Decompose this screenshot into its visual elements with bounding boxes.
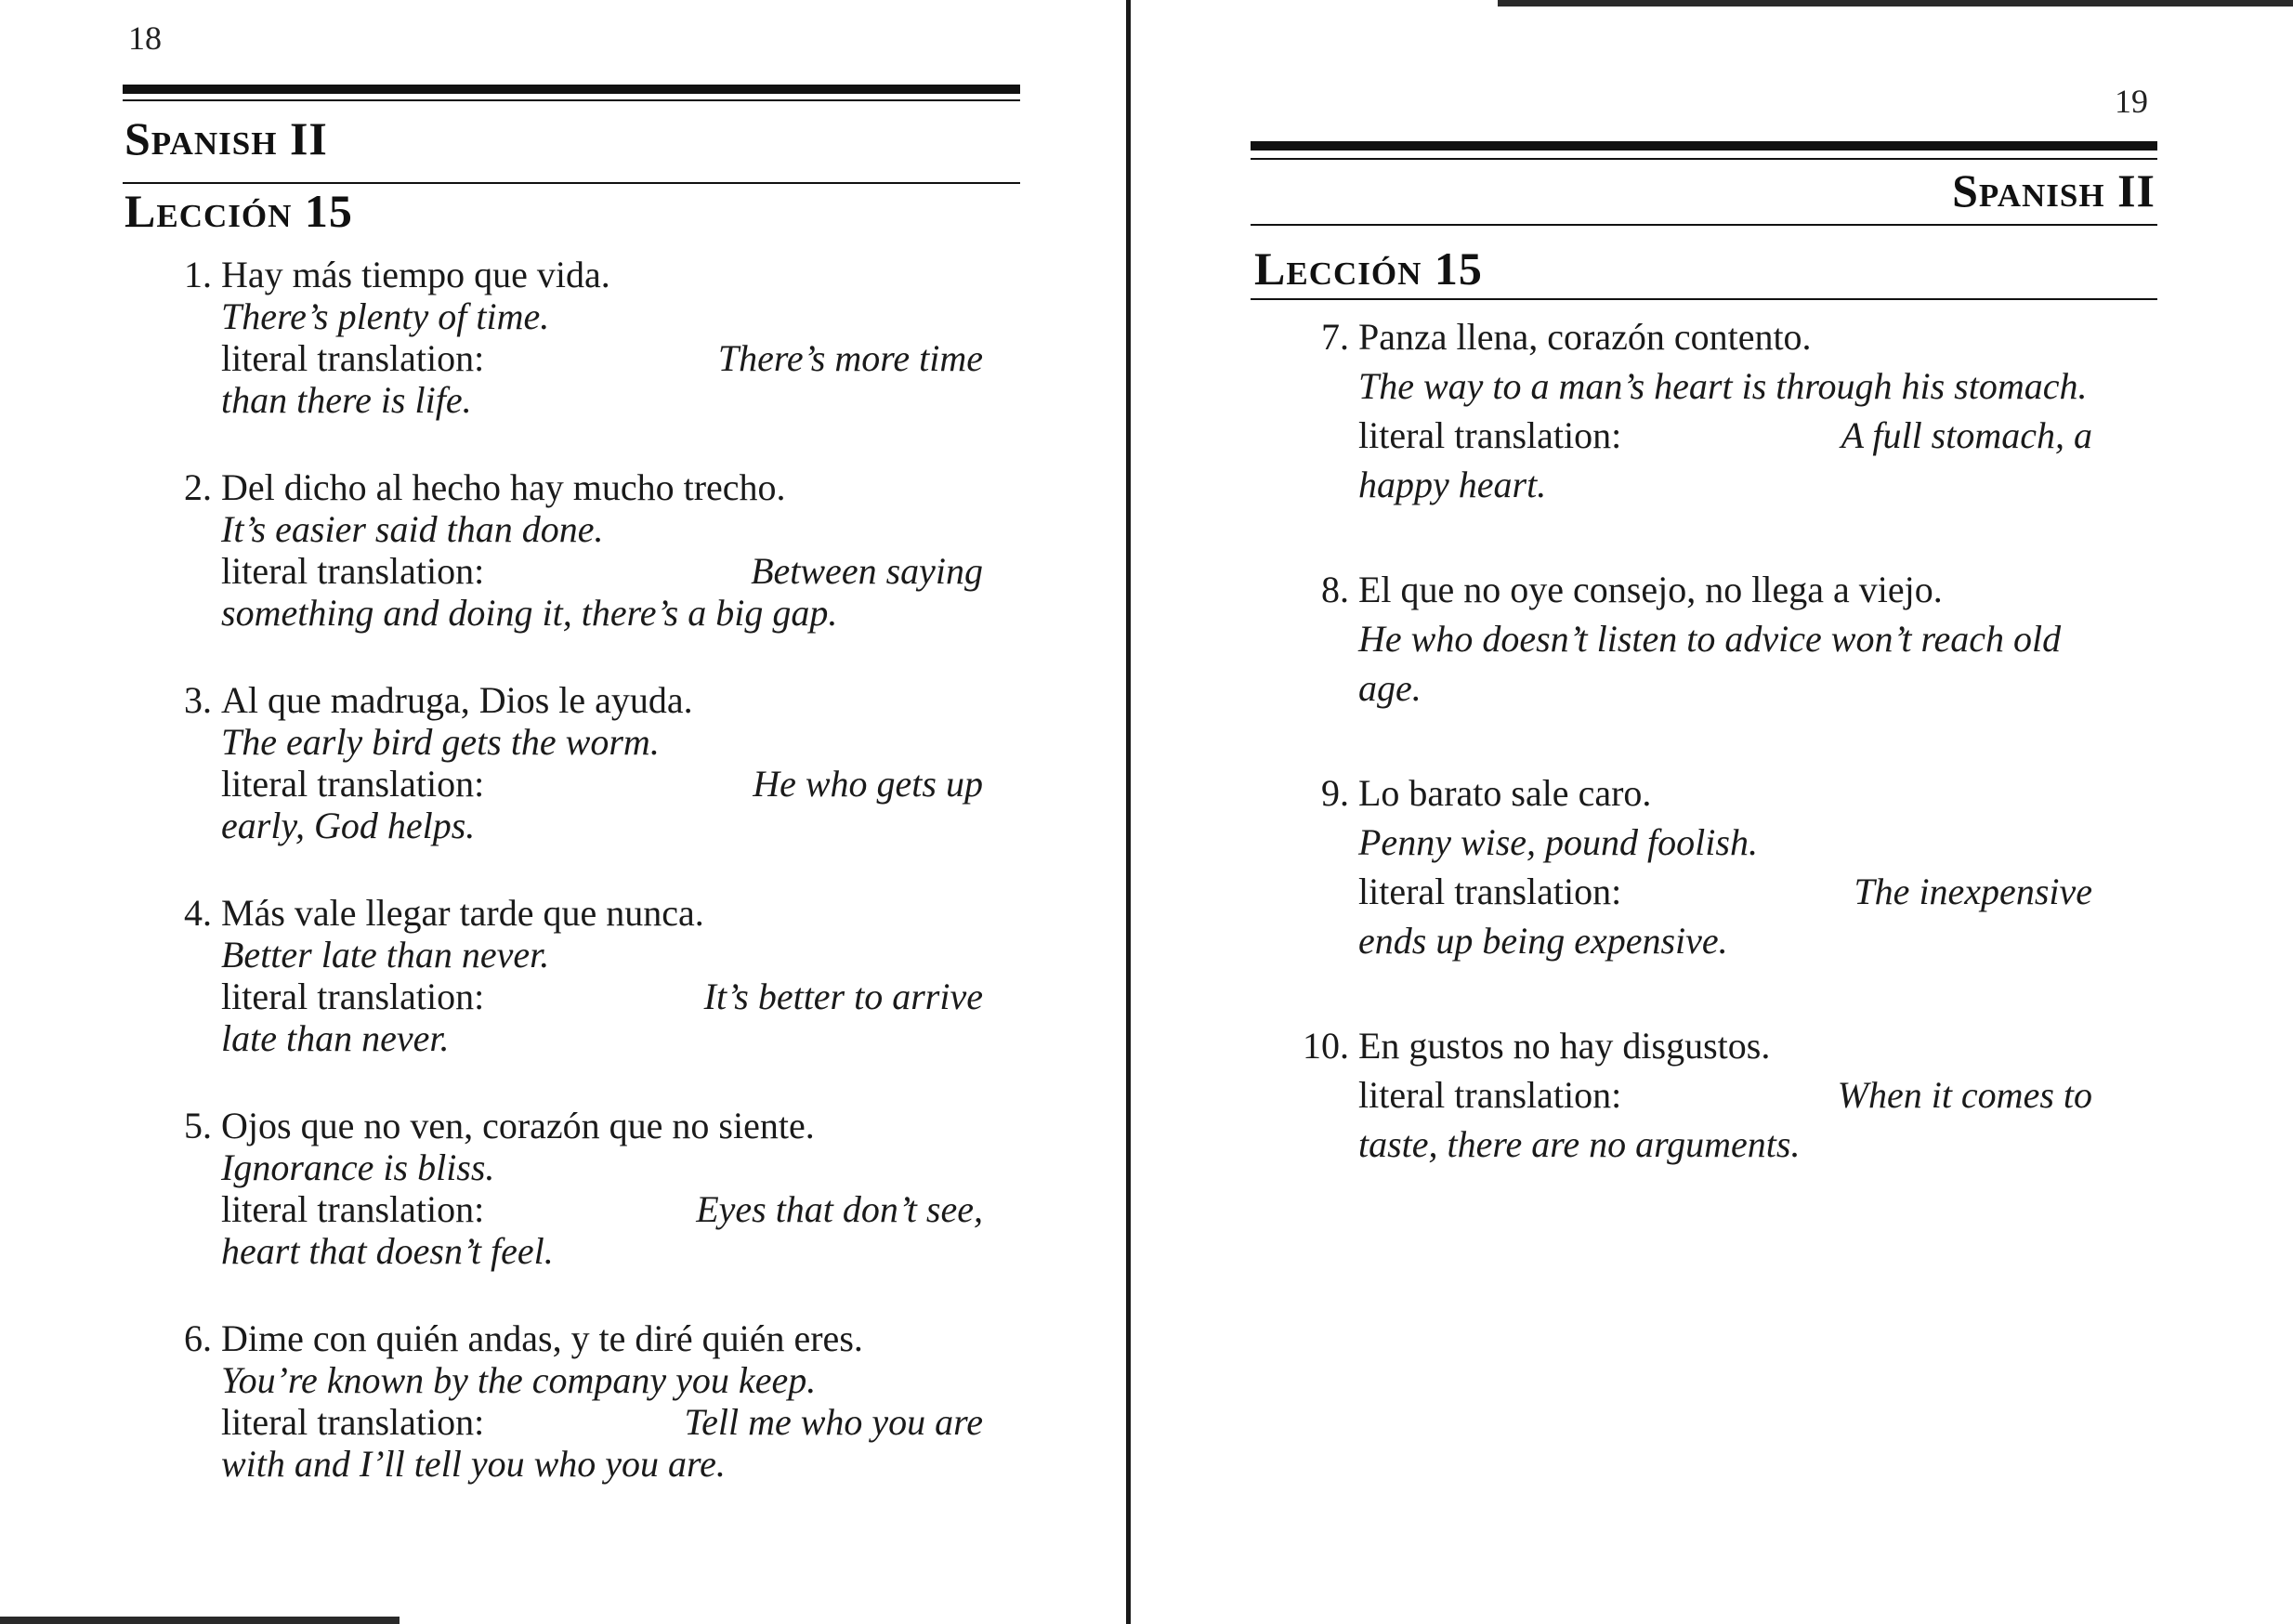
spanish-proverb: Lo barato sale caro. [1358,772,1652,814]
literal-translation-text: Tell me who you are [684,1401,983,1443]
english-equivalent: Ignorance is bliss. [221,1146,495,1188]
spanish-proverb: Hay más tiempo que vida. [221,254,610,295]
literal-translation-text: Between saying [751,550,983,592]
entry-number: 6. [184,1317,212,1359]
proverb-entry [1293,768,2092,965]
literal-translation-label: literal translation: [221,1401,485,1443]
literal-translation-label: literal translation: [221,1188,485,1230]
literal-translation-label: literal translation: [221,763,485,805]
literal-translation-continued: taste, there are no arguments. [1358,1123,1801,1165]
literal-translation-text: When it comes to [1837,1074,2092,1116]
lesson-title: Lección 15 [124,185,353,237]
english-equivalent: He who doesn’t listen to advice won’t reach old age. [1358,618,2062,709]
lesson-rule-top [1251,224,2157,226]
literal-translation-label: literal translation: [221,976,485,1017]
section-header: Spanish II [124,112,328,164]
literal-translation-continued: happy heart. [1358,464,1547,505]
spanish-proverb: Más vale llegar tarde que nunca. [221,892,704,934]
page-number: 19 [2115,83,2148,120]
literal-translation-text: Eyes that don’t see, [696,1188,983,1230]
spanish-proverb: Ojos que no ven, corazón que no siente. [221,1105,815,1146]
spanish-proverb: En gustos no hay disgustos. [1358,1025,1771,1067]
english-equivalent: The way to a man’s heart is through his stomach. [1358,365,2088,407]
literal-translation-continued: something and doing it, there’s a big gap. [221,592,838,634]
spanish-proverb: Panza llena, corazón contento. [1358,316,1812,358]
proverb-entry [1293,1021,2092,1169]
proverb-entry [156,1317,983,1485]
proverb-entry [156,466,983,634]
header-rule-thick [123,85,1020,94]
entry-number: 9. [1321,772,1349,814]
entry-number: 1. [184,254,212,295]
english-equivalent: There’s plenty of time. [221,295,550,337]
left-page [0,0,1130,1624]
literal-translation-text: He who gets up [753,763,983,805]
literal-translation-label: literal translation: [1358,1074,1622,1116]
literal-translation-text: The inexpensive [1854,871,2092,912]
literal-translation-text: There’s more time [717,337,983,379]
entry-number: 10. [1303,1025,1349,1067]
entry-number: 4. [184,892,212,934]
right-page [1137,0,2293,1624]
literal-translation-label: literal translation: [221,550,485,592]
literal-translation-continued: late than never. [221,1017,450,1059]
english-equivalent: It’s easier said than done. [221,508,604,550]
proverb-entry [156,679,983,846]
lesson-title: Lección 15 [1254,242,1483,295]
literal-translation-continued: early, God helps. [221,805,476,846]
spanish-proverb: Dime con quién andas, y te diré quién eres. [221,1317,863,1359]
lesson-rule-bottom [1251,298,2157,300]
english-equivalent: You’re known by the company you keep. [221,1359,817,1401]
literal-translation-text: A full stomach, a [1841,414,2092,456]
proverb-list [1293,312,2092,1225]
section-header: Spanish II [1952,164,2155,216]
english-equivalent: The early bird gets the worm. [221,721,660,763]
header-rule-thin [1251,158,2157,160]
header-rule-thin [123,99,1020,101]
entry-number: 2. [184,466,212,508]
literal-translation-continued: with and I’ll tell you who you are. [221,1443,726,1485]
literal-translation-continued: heart that doesn’t feel. [221,1230,554,1272]
spanish-proverb: Al que madruga, Dios le ayuda. [221,679,693,721]
proverb-entry [156,254,983,421]
literal-translation-label: literal translation: [1358,871,1622,912]
header-rule-thick [1251,141,2157,151]
entry-number: 3. [184,679,212,721]
proverb-list [156,254,983,1530]
entry-number: 5. [184,1105,212,1146]
literal-translation-text: It’s better to arrive [703,976,983,1017]
english-equivalent: Better late than never. [221,934,550,976]
proverb-entry [1293,312,2092,509]
literal-translation-continued: ends up being expensive. [1358,920,1728,962]
proverb-entry [156,1105,983,1272]
spanish-proverb: Del dicho al hecho hay mucho trecho. [221,466,786,508]
page-number: 18 [128,20,162,57]
proverb-entry [1293,565,2092,713]
spanish-proverb: El que no oye consejo, no llega a viejo. [1358,569,1943,610]
literal-translation-continued: than there is life. [221,379,472,421]
literal-translation-label: literal translation: [221,337,485,379]
literal-translation-label: literal translation: [1358,414,1622,456]
english-equivalent: Penny wise, pound foolish. [1358,821,1758,863]
entry-number: 8. [1321,569,1349,610]
entry-number: 7. [1321,316,1349,358]
proverb-entry [156,892,983,1059]
